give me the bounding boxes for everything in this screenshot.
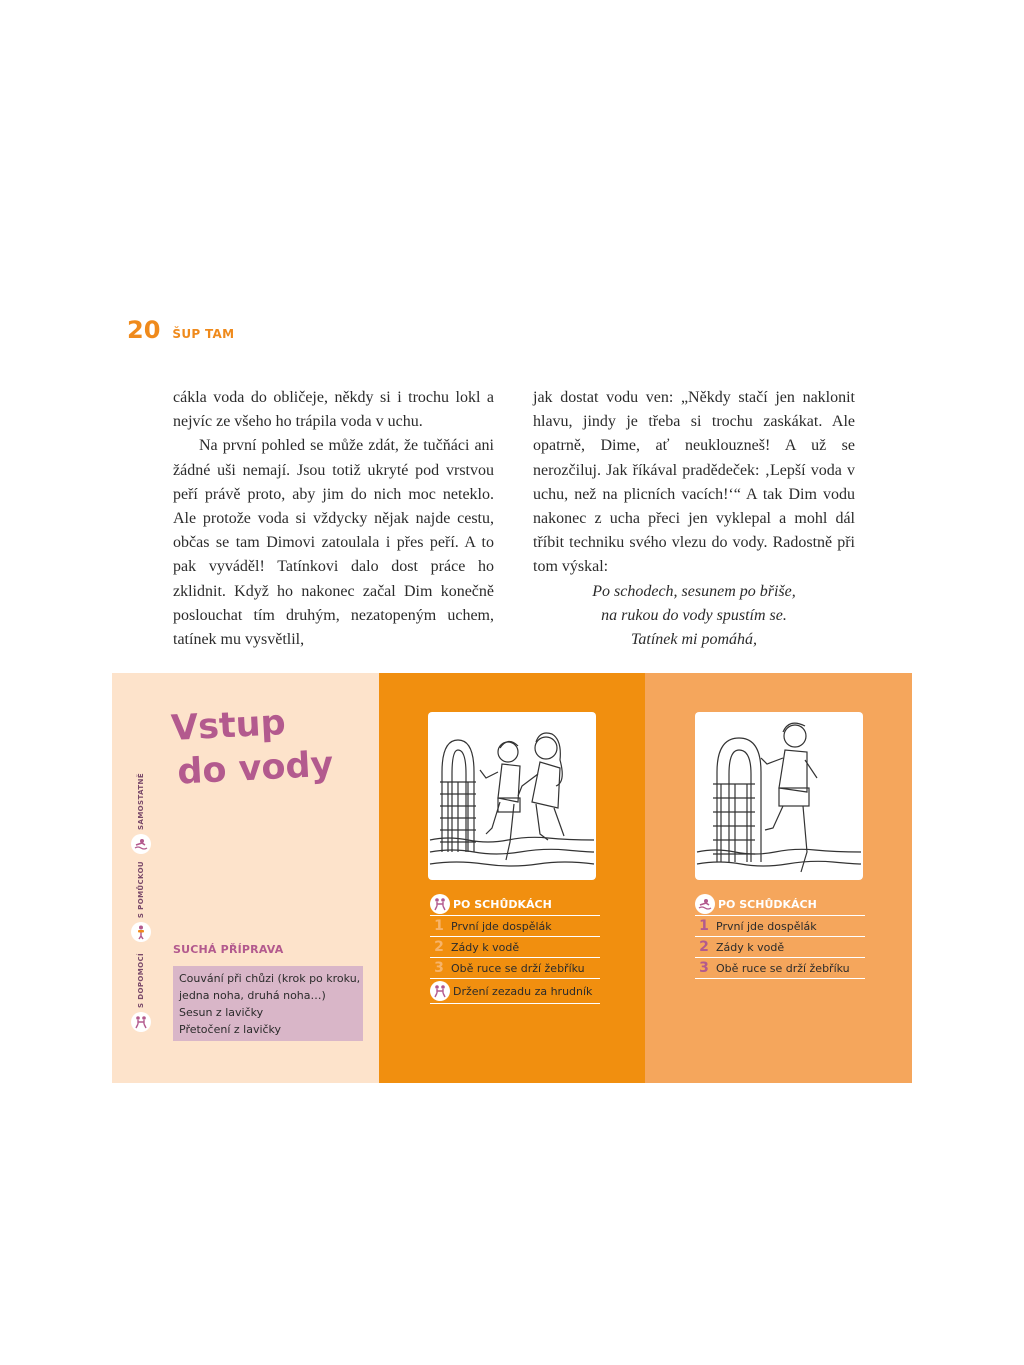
level-label: S POMŮCKOU [137, 861, 145, 919]
step-number: 3 [699, 960, 709, 976]
step-text: Obě ruce se drží žebříku [451, 961, 585, 975]
method-step [695, 937, 865, 958]
panel-title-line: do vody [176, 744, 335, 793]
dry-prep-item: Přetočení z lavičky [179, 1023, 282, 1036]
step-text: Obě ruce se drží žebříku [716, 961, 850, 975]
panel-alone [645, 673, 912, 1083]
dry-prep-heading: SUCHÁ PŘÍPRAVA [173, 943, 284, 956]
step-text: Zády k vodě [716, 940, 785, 954]
method-step [695, 916, 865, 937]
step-text: Zády k vodě [451, 940, 520, 954]
method-step [695, 958, 865, 979]
dry-prep-list [173, 966, 363, 1041]
poem-line: Po schodech, sesunem po břiše, [592, 582, 796, 600]
step-number: 3 [434, 960, 444, 976]
method-heading [695, 893, 865, 916]
assisted-swimmer-icon [430, 981, 450, 1001]
poem-line: Tatínek mi pomáhá, [630, 631, 758, 649]
assisted-swimmer-icon [430, 894, 450, 914]
step-number: 1 [699, 918, 709, 934]
child-climbing-pool-ladder-illustration [695, 712, 863, 880]
step-text: První jde dospělák [451, 919, 552, 933]
dry-prep-item: Couvání při chůzi (krok po kroku, [179, 972, 361, 985]
step-text: První jde dospělák [716, 919, 817, 933]
text-column-left [173, 386, 494, 652]
paragraph: Na první pohled se může zdát, že tučňáci ani žádné uši nemají. Jsou totiž ukryté pod vrstvou peří právě proto, aby jim do nich moc neteklo. Ale protože voda si vždycky nějak najde cestu, občas se tam Dimovi zatoulala i přes peří. A to pak vyváděl! Tatínkovi dalo dost práce ho zklidnit. Když ho nakonec začal Dim konečně poslouchat tím druhým, nezatopeným uchem, tatínek mu vysvětlil, [173, 437, 494, 649]
paragraph: cákla voda do obličeje, někdy si i trochu lokl a nejvíc ze všeho ho trápila voda v uchu. [173, 389, 494, 431]
panel-assisted [379, 673, 645, 1083]
level-s-pomuckou [126, 861, 156, 942]
dry-prep-item: Sesun z lavičky [179, 1006, 264, 1019]
method-assist-tip [430, 979, 600, 1004]
poem-line: na rukou do vody spustím se. [601, 606, 787, 624]
swimmer-icon [695, 894, 715, 914]
paragraph: jak dostat vodu ven: „Někdy stačí jen naklonit hlavu, jindy je třeba si trochu zaskákat. Ale opatrně, Dime, ať neuklouzneš! A už se nerozčiluj. Jak říkával pradědeček: ‚Lepší voda v uchu, než na plicních vacích!‘“ A tak Dim vodu nakonec z ucha přeci jen vyklepal a mohl dál tříbit techniku svého vlezu do vody. Radostně při tom výskal: [533, 389, 855, 576]
method-step [430, 916, 600, 937]
level-legend [126, 773, 156, 1043]
chapter-title: ŠUP TAM [172, 327, 235, 341]
page-header [127, 316, 234, 344]
swimmer-icon [131, 834, 151, 854]
step-number: 2 [699, 939, 709, 955]
method-step [430, 937, 600, 958]
method-heading-label: PO SCHŮDKÁCH [718, 897, 817, 911]
text-column-right [533, 386, 855, 652]
method-heading [430, 893, 600, 916]
panel-title-line: Vstup [170, 702, 287, 749]
method-assist-tip-text: Držení zezadu za hrudník [453, 984, 593, 998]
dry-prep-item: jedna noha, druhá noha…) [179, 989, 326, 1002]
assisted-swimmer-icon [131, 1012, 151, 1032]
level-s-dopomoci [126, 953, 156, 1032]
panel-intro [112, 673, 379, 1083]
poem [533, 580, 855, 653]
method-list [430, 893, 600, 1004]
page-number: 20 [127, 316, 161, 344]
method-heading-label: PO SCHŮDKÁCH [453, 897, 552, 911]
step-number: 1 [434, 918, 444, 934]
child-and-mother-at-pool-ladder-illustration [428, 712, 596, 880]
panel-title [170, 699, 334, 795]
level-label: S DOPOMOCÍ [137, 953, 145, 1008]
level-samostatne [126, 773, 156, 854]
level-label: SAMOSTATNĚ [137, 773, 145, 830]
step-number: 2 [434, 939, 444, 955]
method-list [695, 893, 865, 979]
child-with-aid-icon [131, 922, 151, 942]
method-step [430, 958, 600, 979]
